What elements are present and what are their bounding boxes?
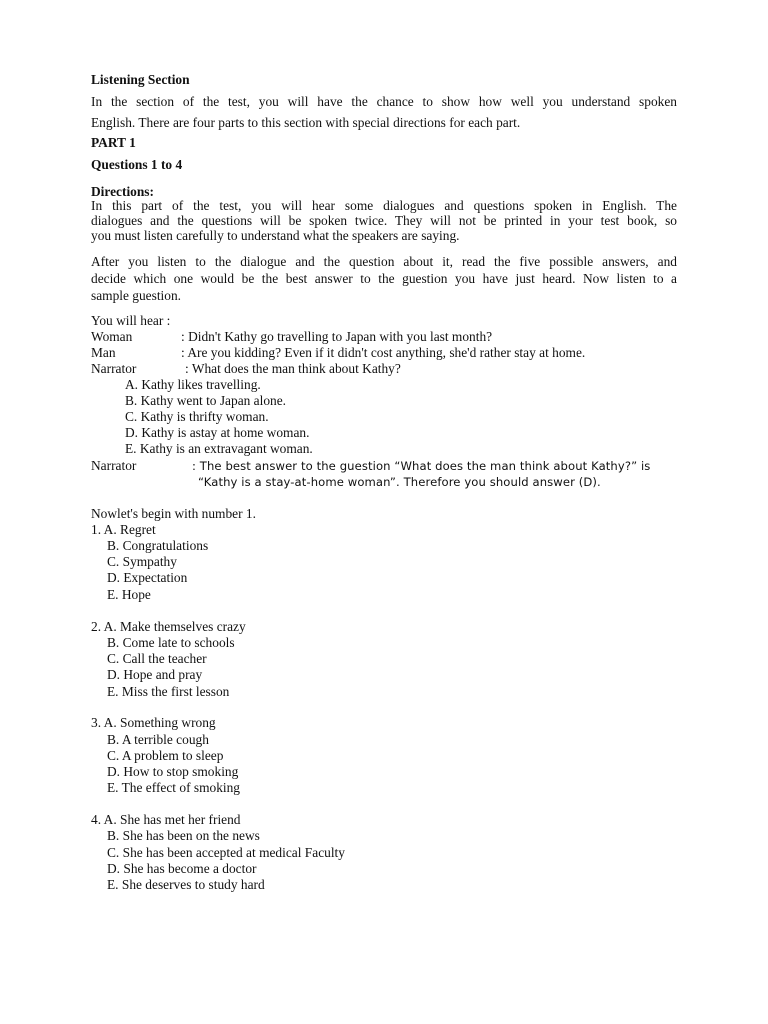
question-option: D. Expectation xyxy=(107,570,188,585)
narrator-answer-line: “Kathy is a stay-at-home woman”. Therefore you should answer (D). xyxy=(198,475,601,489)
questions-range: Questions 1 to 4 xyxy=(91,157,183,172)
question-option: E. She deserves to study hard xyxy=(107,877,265,892)
dialogue-text: : Didn't Kathy go travelling to Japan with you last month? xyxy=(181,329,493,344)
dialogue-speaker: Woman xyxy=(91,329,133,344)
question-option: 2. A. Make themselves crazy xyxy=(91,619,246,634)
question-option: 1. A. Regret xyxy=(91,522,156,537)
begin-text: Nowlet's begin with number 1. xyxy=(91,506,256,521)
question-option: D. Hope and pray xyxy=(107,667,203,682)
question-option: B. A terrible cough xyxy=(107,732,209,747)
question-option: C. Sympathy xyxy=(107,554,177,569)
question-option: B. Come late to schools xyxy=(107,635,235,650)
question-option: 4. A. She has met her friend xyxy=(91,812,241,827)
after-line: sample guestion. xyxy=(91,288,182,303)
part-title: PART 1 xyxy=(91,135,136,150)
directions-line: In this part of the test, you will hear some dialogues and questions spoken in English. The xyxy=(91,198,677,213)
intro-line: In the section of the test, you will have the chance to show how well you understand spoken xyxy=(91,94,677,109)
directions-label: Directions: xyxy=(91,184,154,199)
dialogue-text: : Are you kidding? Even if it didn't cost anything, she'd rather stay at home. xyxy=(181,345,586,360)
narrator-answer-line: : The best answer to the guestion “What does the man think about Kathy?” is xyxy=(192,459,651,473)
intro-line: English. There are four parts to this section with special directions for each part. xyxy=(91,115,521,130)
question-option: D. She has become a doctor xyxy=(107,861,257,876)
narrator-speaker: Narrator xyxy=(91,458,137,473)
sample-option: B. Kathy went to Japan alone. xyxy=(125,393,287,408)
question-option: C. Call the teacher xyxy=(107,651,207,666)
question-option: E. Miss the first lesson xyxy=(107,684,230,699)
sample-option: C. Kathy is thrifty woman. xyxy=(125,409,269,424)
question-option: E. Hope xyxy=(107,587,151,602)
sample-option: E. Kathy is an extravagant woman. xyxy=(125,441,313,456)
question-option: C. She has been accepted at medical Faculty xyxy=(107,845,345,860)
dialogue-speaker: Narrator xyxy=(91,361,137,376)
section-title: Listening Section xyxy=(91,72,190,87)
question-option: B. She has been on the news xyxy=(107,828,260,843)
directions-line: you must listen carefully to understand what the speakers are saying. xyxy=(91,228,460,243)
question-option: 3. A. Something wrong xyxy=(91,715,216,730)
question-option: B. Congratulations xyxy=(107,538,209,553)
after-line: decide which one would be the best answer to the guestion you have just heard. Now listen to a xyxy=(91,271,677,286)
after-line: After you listen to the dialogue and the question about it, read the five possible answers, and xyxy=(91,254,677,269)
sample-option: A. Kathy likes travelling. xyxy=(125,377,261,392)
directions-line: dialogues and the questions will be spoken twice. They will not be printed in your test book, so xyxy=(91,213,677,228)
question-option: D. How to stop smoking xyxy=(107,764,239,779)
question-option: E. The effect of smoking xyxy=(107,780,241,795)
sample-option: D. Kathy is astay at home woman. xyxy=(125,425,310,440)
question-option: C. A problem to sleep xyxy=(107,748,224,763)
you-will-hear: You will hear : xyxy=(91,313,171,328)
dialogue-text: : What does the man think about Kathy? xyxy=(185,361,401,376)
dialogue-speaker: Man xyxy=(91,345,116,360)
